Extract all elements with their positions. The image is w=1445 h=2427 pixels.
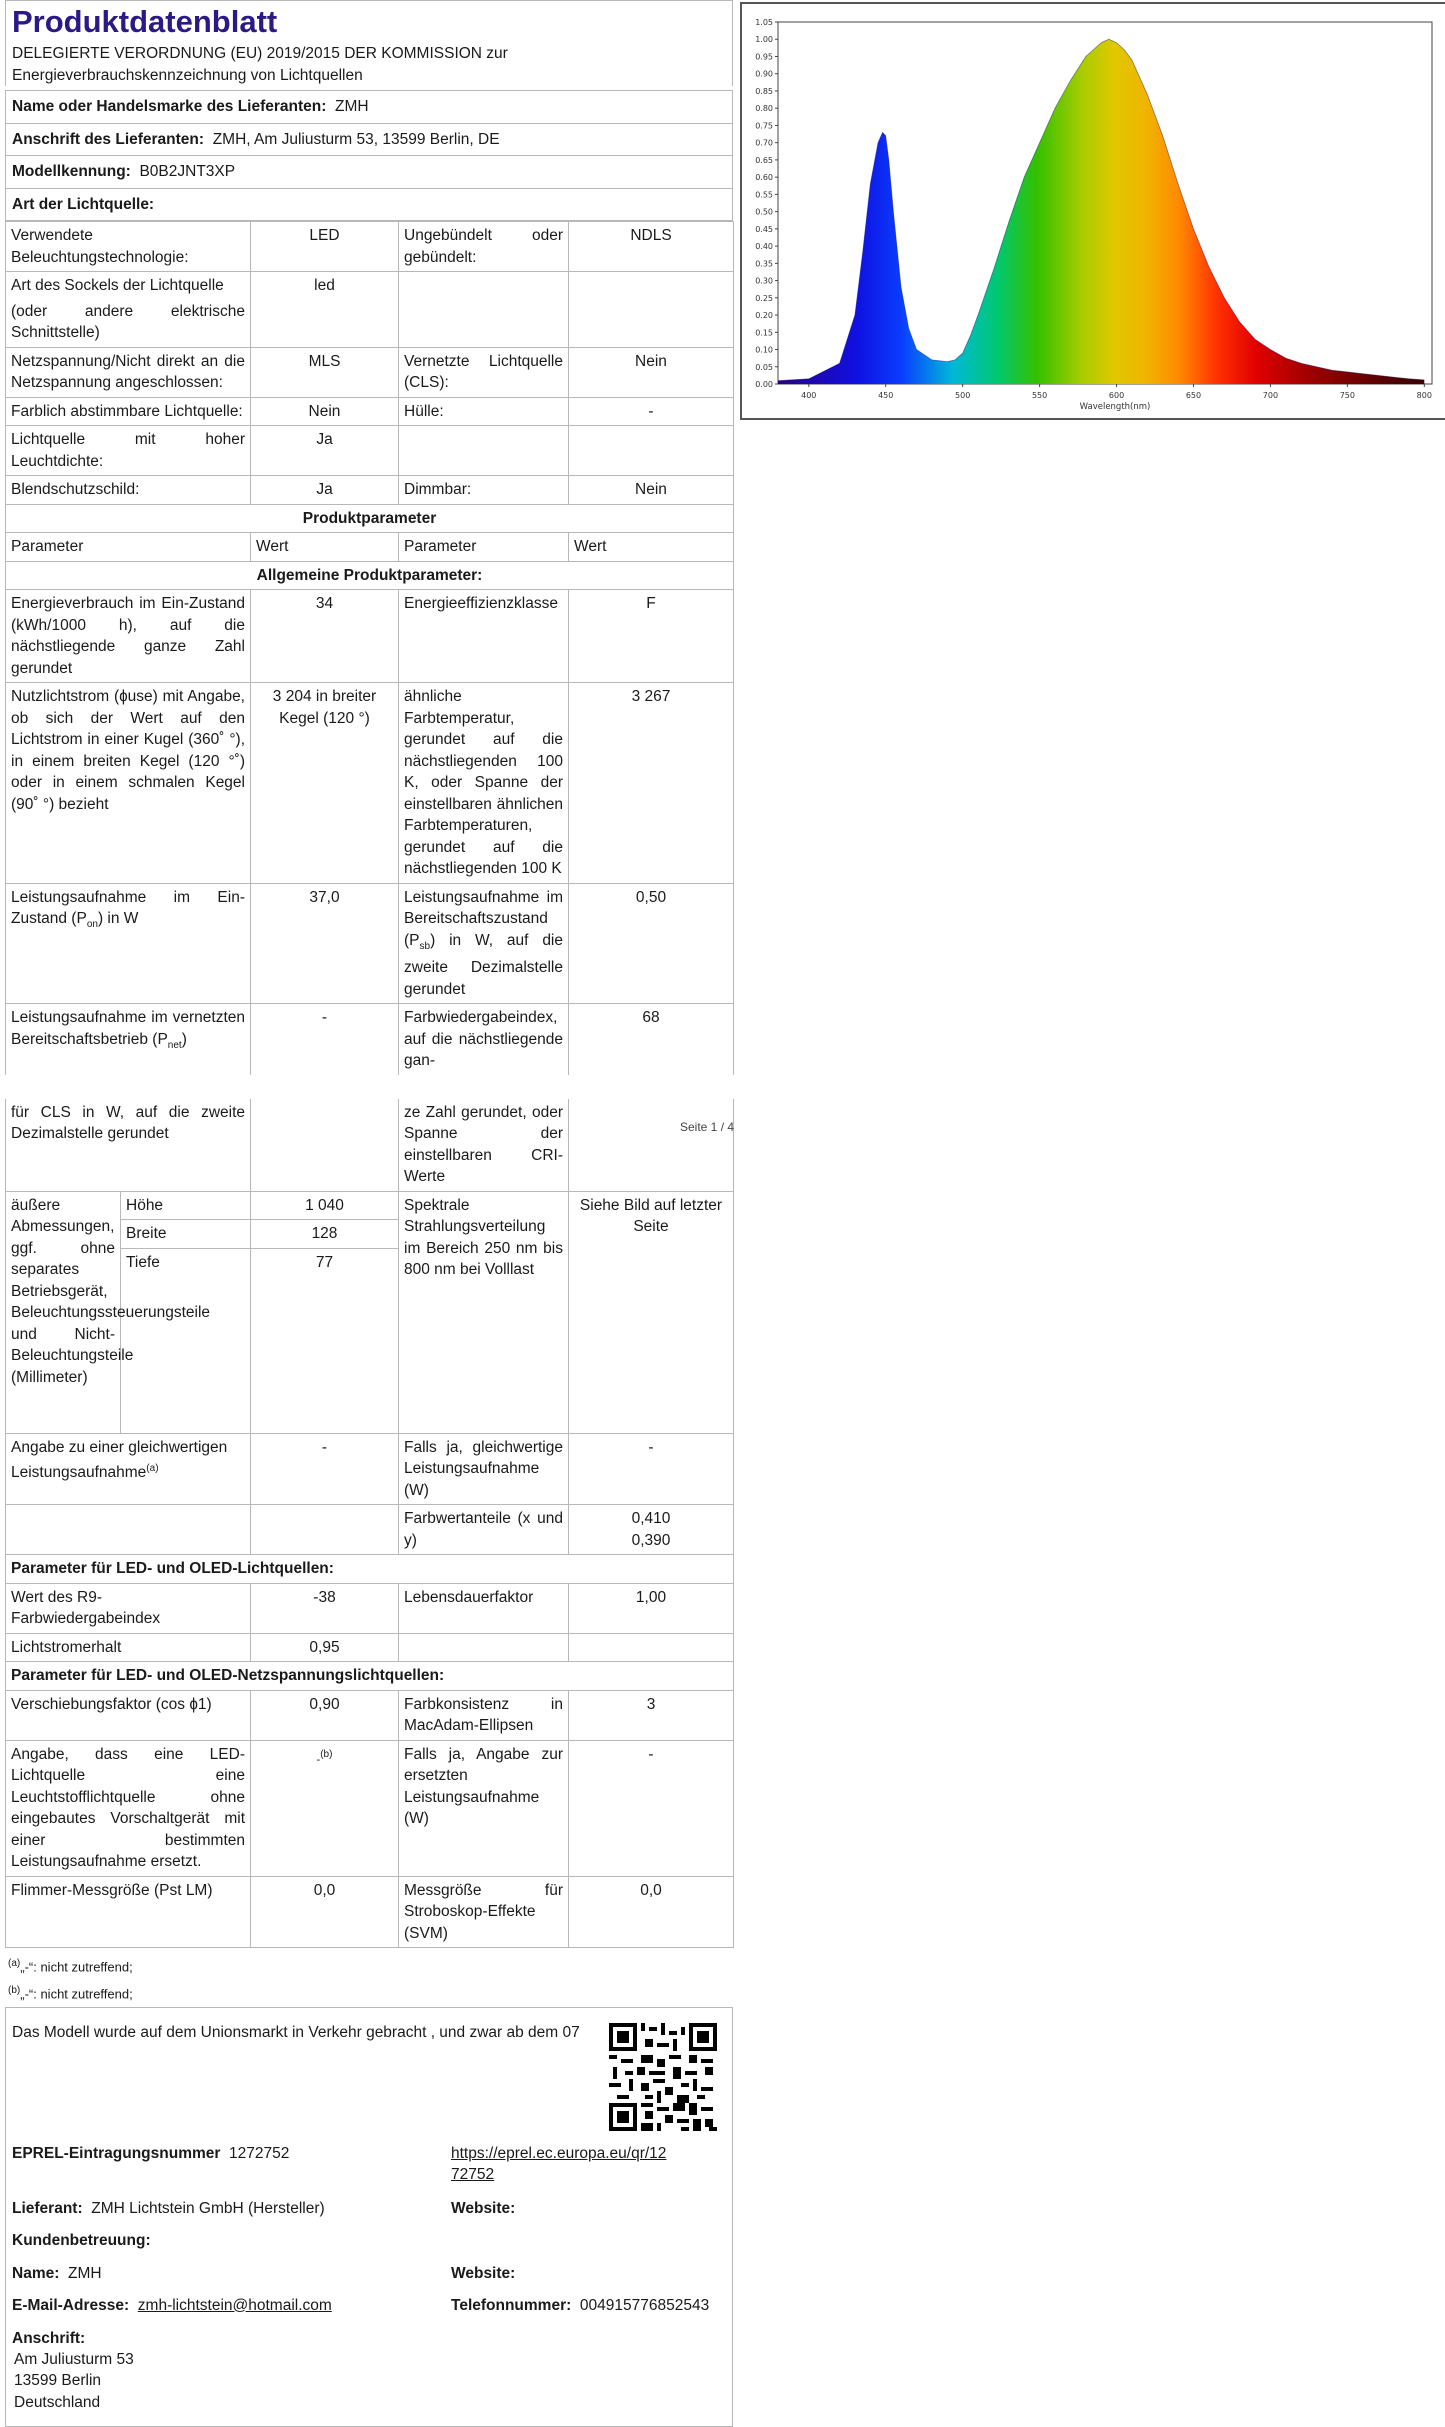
y-tick-label: 0.20	[755, 311, 773, 321]
table-row: Flimmer-Messgröße (Pst LM) 0,0 Messgröße für Stroboskop-Effekte (SVM) 0,0	[6, 1876, 734, 1948]
name-row: Name: ZMH	[12, 2264, 102, 2282]
y-tick-label: 0.65	[755, 155, 773, 165]
mains-params-heading: Parameter für LED- und OLED-Netzspannungslichtquellen:	[6, 1662, 734, 1691]
x-tick-label: 400	[801, 391, 817, 400]
lieferant-row: Lieferant: ZMH Lichtstein GmbH (Hersteller)	[12, 2199, 325, 2217]
params-column-headers: Parameter Wert Parameter Wert	[6, 533, 734, 562]
table-row: Leistungsaufnahme im vernetzten Bereitschaftsbetrieb $(P_{net})$ - Farbwiedergabeindex, auf die nächstliegende gan- 68	[6, 1004, 734, 1075]
table-row: Leistungsaufnahme im Ein-Zustand $(P_{on})$ in W 37,0 Leistungsaufnahme im Bereitschaftszustand $(P_{sb})$ in W, auf die zweite Dezimalstelle gerundet 0,50	[6, 883, 734, 1004]
y-tick-label: 0.10	[755, 345, 773, 355]
y-tick-label: 0.15	[755, 328, 773, 338]
model-row: Modellkennung: B0B2JNT3XP	[5, 156, 733, 189]
y-tick-label: 0.60	[755, 173, 773, 183]
y-tick-label: 0.85	[755, 86, 773, 96]
table-row: Verwendete Beleuchtungstechnologie: LED Ungebündelt oder gebündelt: NDLS	[6, 222, 734, 272]
y-tick-label: 0.50	[755, 207, 773, 217]
supplier-name-row: Name oder Handelsmarke des Lieferanten: ZMH	[5, 90, 733, 124]
table-row: Blendschutzschild: Ja Dimmbar: Nein	[6, 476, 734, 505]
x-tick-label: 650	[1185, 391, 1202, 400]
y-tick-label: 0.90	[755, 69, 773, 79]
x-tick-label: 450	[878, 391, 894, 400]
market-text: Das Modell wurde auf dem Unionsmarkt in Verkehr gebracht , und zwar ab dem 07	[12, 2023, 580, 2041]
params-heading: Produktparameter	[6, 504, 734, 533]
y-tick-label: 0.55	[755, 190, 773, 200]
eprel-row: EPREL-Eintragungsnummer 1272752	[12, 2144, 290, 2162]
eprel-link[interactable]: https://eprel.ec.europa.eu/qr/12 72752	[451, 2144, 667, 2184]
email-row: E-Mail-Adresse: zmh-lichtstein@hotmail.com	[12, 2296, 332, 2314]
table-row: Farbwertanteile (x und y) 0,410 0,390	[6, 1505, 734, 1555]
y-tick-label: 0.40	[755, 242, 773, 252]
anschrift-label: Anschrift:	[12, 2329, 86, 2347]
table-row: Farblich abstimmbare Lichtquelle: Nein Hülle: -	[6, 397, 734, 426]
y-tick-label: 0.35	[755, 259, 773, 269]
spectrum-chart	[740, 2, 1445, 420]
table-row: Angabe zu einer gleichwertigen Leistungsaufnahme$^{(a)}$ - Falls ja, gleichwertige Leistungsaufnahme (W) -	[6, 1433, 734, 1505]
x-tick-label: 750	[1339, 391, 1356, 400]
regulation-text: DELEGIERTE VERORDNUNG (EU) 2019/2015 DER KOMMISSION zur Energieverbrauchskennzeichnung von Lichtquellen	[12, 45, 508, 84]
general-params-heading: Allgemeine Produktparameter:	[6, 561, 734, 590]
y-tick-label: 0.95	[755, 52, 773, 62]
qr-code-icon	[609, 2023, 717, 2131]
table-row: Lichtstromerhalt 0,95	[6, 1633, 734, 1662]
led-params-heading: Parameter für LED- und OLED-Lichtquellen:	[6, 1555, 734, 1584]
email-link[interactable]: zmh-lichtstein@hotmail.com	[137, 2296, 332, 2314]
y-tick-label: 0.30	[755, 276, 773, 286]
table-row: Nutzlichtstrom (ɸuse) mit Angabe, ob sich der Wert auf den Lichtstrom in einer Kugel (360˚ °), in einem breiten Kegel (120 °˚) oder in einem schmalen Kegel (90˚ °) bezieht 3 204 in breiter Kegel (120 °) ähnliche Farbtemperatur, gerundet auf die nächstliegenden 100 K, oder Spanne der einstellbaren ähnlichen Farbtemperaturen, gerundet auf die nächstliegenden 100 K 3 267	[6, 683, 734, 884]
supplier-address-row: Anschrift des Lieferanten: ZMH, Am Juliusturm 53, 13599 Berlin, DE	[5, 124, 733, 157]
y-tick-label: 0.75	[755, 121, 773, 131]
spectrum-svg	[742, 4, 1445, 418]
x-tick-label: 600	[1108, 391, 1125, 400]
title-block	[5, 0, 733, 86]
x-tick-label: 800	[1416, 391, 1432, 400]
kundenbetreuung-label: Kundenbetreuung:	[12, 2231, 151, 2249]
footnote-a: $^{(a)}$„-“: nicht zutreffend;	[8, 1958, 133, 1975]
phone-row: Telefonnummer: 004915776852543	[451, 2296, 710, 2314]
table-row: äußere Abmessungen, ggf. ohne separates Betriebsgerät, Beleuchtungssteuerungsteile und Nicht-Beleuchtungsteile (Millimeter) Höhe 1 040 Spektrale Strahlungsverteilung im Bereich 250 nm bis 800 nm bei Volllast Siehe Bild auf letzter Seite	[6, 1191, 734, 1220]
x-tick-label: 700	[1262, 391, 1279, 400]
type-table	[5, 221, 734, 1075]
y-tick-label: 0.70	[755, 138, 773, 148]
footnote-b: $^{(b)}$„-“: nicht zutreffend;	[8, 1985, 133, 2002]
datasheet	[5, 0, 733, 2427]
market-box	[5, 2007, 733, 2427]
dims-table	[5, 1099, 734, 1949]
x-tick-label: 500	[955, 391, 971, 400]
table-row: Tiefe 77	[6, 1248, 734, 1433]
table-row: Lichtquelle mit hoher Leuchtdichte: Ja	[6, 426, 734, 476]
x-axis-label: Wavelength(nm)	[1079, 402, 1151, 412]
y-tick-label: 0.05	[755, 362, 773, 372]
page-number: Seite 1 / 4	[680, 1120, 735, 1134]
y-tick-label: 1.00	[755, 35, 773, 45]
table-row: Breite 128	[6, 1220, 734, 1249]
table-row: Verschiebungsfaktor (cos ɸ1) 0,90 Farbkonsistenz in MacAdam-Ellipsen 3	[6, 1690, 734, 1740]
x-tick-label: 550	[1031, 391, 1048, 400]
y-tick-label: 0.00	[755, 380, 773, 389]
y-tick-label: 0.45	[755, 224, 773, 234]
table-row: Netzspannung/Nicht direkt an die Netzspannung angeschlossen: MLS Vernetzte Lichtquelle (CLS): Nein	[6, 347, 734, 397]
spectrum-area	[778, 39, 1424, 384]
table-row: Angabe, dass eine LED-Lichtquelle eine Leuchtstofflichtquelle ohne eingebautes Vorschaltgerät mit einer bestimmten Leistungsaufnahme ersetzt. -$^{(b)}$ Falls ja, Angabe zur ersetzten Leistungsaufnahme (W) -	[6, 1740, 734, 1876]
table-row: für CLS in W, auf die zweite Dezimalstelle gerundet ze Zahl gerundet, oder Spanne der einstellbaren CRI-Werte	[6, 1099, 734, 1192]
website-label: Website:	[451, 2199, 516, 2217]
address-block: Am Juliusturm 53 13599 Berlin Deutschland	[14, 2350, 134, 2411]
table-row: Wert des R9-Farbwiedergabeindex -38 Lebensdauerfaktor 1,00	[6, 1583, 734, 1633]
website2-label: Website:	[451, 2264, 516, 2282]
y-tick-label: 0.25	[755, 293, 773, 303]
y-tick-label: 1.05	[755, 18, 773, 27]
table-row: Energieverbrauch im Ein-Zustand (kWh/1000 h), auf die nächstliegende ganze Zahl gerundet 34 Energieeffizienzklasse F	[6, 590, 734, 683]
y-tick-label: 0.80	[755, 104, 773, 114]
table-row: Art des Sockels der Lichtquelle (oder andere elektrische Schnittstelle) led	[6, 272, 734, 348]
page-title: Produktdatenblatt	[12, 4, 278, 39]
type-heading: Art der Lichtquelle:	[5, 189, 733, 222]
